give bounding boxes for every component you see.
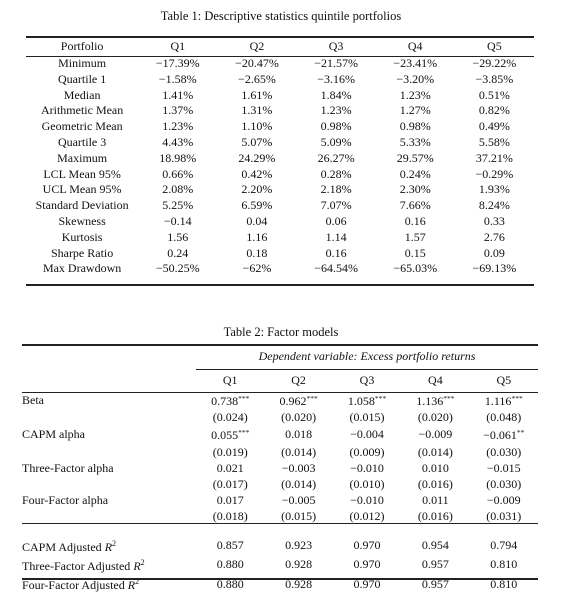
table-cell: 1.84% — [320, 87, 352, 102]
table-row — [26, 56, 534, 72]
standard-error-row — [22, 444, 538, 460]
table-cell: 0.51% — [478, 87, 510, 102]
table-cell: 1.61% — [241, 87, 273, 102]
standard-error-cell: (0.016) — [417, 509, 453, 524]
row-label: Standard Deviation — [35, 198, 129, 213]
r-symbol: R — [133, 558, 141, 573]
row-label: CAPM alpha — [22, 427, 85, 442]
table-cell: 1.31% — [241, 103, 273, 118]
table2-header-row — [22, 369, 538, 391]
table-cell: 5.09% — [320, 134, 352, 149]
adjusted-r2-row — [22, 574, 538, 593]
table-cell: 0.857 — [216, 538, 244, 553]
row-label-empty — [22, 444, 196, 460]
standard-error-cell: (0.014) — [281, 444, 317, 459]
table-cell: −62% — [242, 261, 272, 276]
table-cell: 0.28% — [320, 166, 352, 181]
column-header: Q2 — [291, 373, 306, 387]
column-header: Q4 — [407, 39, 423, 53]
table-row — [26, 103, 534, 119]
column-header: Q2 — [249, 39, 265, 53]
table-cell: 1.27% — [399, 103, 431, 118]
table-cell: −23.41% — [393, 56, 438, 70]
column-header: Portfolio — [60, 39, 104, 53]
r2-label-text: CAPM Adjusted — [22, 539, 102, 554]
standard-error-cell: (0.031) — [486, 509, 522, 524]
standard-error-cell: (0.030) — [486, 477, 522, 492]
table-row — [26, 119, 534, 135]
table-cell: −50.25% — [155, 261, 200, 276]
table-cell: 7.66% — [399, 198, 431, 213]
table-cell: 1.23% — [320, 103, 352, 118]
column-header: Q5 — [496, 373, 512, 387]
coefficient-value: −0.010 — [350, 493, 384, 508]
table-cell: 1.23% — [162, 119, 194, 134]
table-cell: 0.16 — [325, 245, 347, 260]
coefficient-cell — [333, 460, 401, 476]
table-cell: 0.42% — [241, 166, 273, 181]
coefficient-cell — [401, 460, 469, 476]
column-header: Q1 — [222, 373, 238, 387]
row-label: UCL Mean 95% — [42, 182, 122, 197]
coefficient-value: 0.055 — [211, 428, 239, 443]
table-row — [26, 182, 534, 198]
coefficient-cell — [470, 460, 538, 476]
column-header: Q5 — [487, 39, 502, 53]
table-cell: −64.54% — [314, 261, 358, 276]
standard-error-cell: (0.024) — [212, 410, 248, 425]
table-cell: 0.06 — [325, 213, 347, 228]
table-cell: 1.41% — [162, 87, 194, 102]
significance-stars: *** — [238, 428, 250, 438]
row-label: Minimum — [58, 56, 107, 70]
table-cell: 1.56 — [167, 229, 189, 244]
standard-error-cell: (0.048) — [486, 410, 522, 425]
table-cell: 0.954 — [421, 538, 449, 553]
table-cell: 5.07% — [241, 134, 273, 149]
table-cell: 0.98% — [320, 119, 352, 134]
coefficient-cell — [196, 391, 264, 409]
row-label: Quartile 1 — [57, 71, 107, 86]
table1-caption: Table 1: Descriptive statistics quintile portfolios — [160, 9, 402, 23]
table-cell: 0.970 — [353, 576, 381, 591]
significance-stars: *** — [238, 394, 250, 403]
standard-error-row — [22, 409, 538, 425]
row-label: Quartile 3 — [57, 134, 107, 149]
table-cell: 0.24% — [399, 166, 431, 181]
coefficient-cell — [401, 425, 469, 443]
coefficient-value: −0.003 — [281, 460, 316, 475]
row-label: Beta — [22, 393, 44, 407]
r-symbol: R — [104, 539, 113, 554]
table-cell: 8.24% — [478, 198, 510, 213]
coefficient-row — [22, 460, 538, 476]
standard-error-cell: (0.012) — [349, 509, 385, 524]
row-label: Max Drawdown — [42, 261, 122, 276]
row-label: Four-Factor alpha — [22, 493, 109, 508]
row-label: Arithmetic Mean — [40, 103, 124, 118]
standard-error-cell: (0.020) — [417, 410, 453, 425]
coefficient-cell — [470, 391, 538, 409]
squared-superscript: 2 — [112, 538, 117, 548]
table-cell: 37.21% — [475, 150, 513, 165]
table-cell: 18.98% — [159, 150, 197, 165]
standard-error-cell: (0.030) — [486, 444, 522, 459]
table-cell: 24.29% — [238, 150, 276, 165]
coefficient-cell — [196, 460, 264, 476]
coefficient-cell — [333, 425, 401, 443]
table2-caption: Table 2: Factor models — [223, 325, 339, 339]
coefficient-row — [22, 492, 538, 508]
row-label: Three-Factor alpha — [22, 460, 114, 475]
coefficient-value: −0.061 — [483, 428, 517, 443]
standard-error-cell: (0.020) — [281, 410, 317, 425]
table-cell: 0.16 — [404, 213, 426, 228]
standard-error-cell: (0.010) — [349, 477, 385, 492]
dependent-variable-label: Dependent variable: Excess portfolio returns — [258, 349, 476, 363]
table-cell: 0.880 — [216, 557, 244, 572]
table-cell: 2.20% — [241, 182, 273, 197]
table-cell: 0.970 — [353, 538, 381, 553]
table-cell: 2.76 — [483, 229, 505, 244]
table-cell: 7.07% — [320, 198, 352, 213]
coefficient-value: −0.009 — [486, 493, 521, 508]
coefficient-cell — [196, 492, 264, 508]
table-cell: 5.25% — [162, 198, 194, 213]
standard-error-cell: (0.016) — [417, 477, 453, 492]
coefficient-cell — [196, 425, 264, 443]
row-label: Maximum — [57, 150, 108, 165]
table-cell: 1.93% — [478, 182, 510, 197]
coefficient-value: 0.018 — [285, 427, 313, 442]
table-cell: 0.810 — [490, 557, 518, 572]
table-cell: 0.98% — [399, 119, 431, 134]
table-cell: 26.27% — [317, 150, 355, 165]
table-cell: 0.33 — [483, 213, 505, 228]
row-label — [22, 574, 196, 593]
table-cell: 1.10% — [241, 119, 273, 134]
coefficient-value: 0.021 — [216, 460, 244, 475]
coefficient-value: 0.011 — [422, 493, 449, 508]
coefficient-value: −0.004 — [350, 427, 384, 442]
standard-error-cell: (0.018) — [212, 509, 248, 524]
table-cell: 0.923 — [285, 538, 313, 553]
table-cell: 0.15 — [404, 245, 426, 260]
table-cell: 29.57% — [396, 150, 434, 165]
coefficient-value: −0.010 — [350, 460, 384, 475]
coefficient-value: 1.058 — [347, 394, 375, 408]
coefficient-value: −0.009 — [418, 427, 453, 442]
standard-error-cell: (0.015) — [349, 410, 385, 425]
standard-error-cell: (0.019) — [212, 444, 248, 459]
table-cell: −20.47% — [235, 56, 279, 70]
coefficient-cell — [401, 391, 469, 409]
table-row — [26, 230, 534, 246]
coefficient-row — [22, 425, 538, 443]
coefficient-row — [22, 391, 538, 409]
column-header — [22, 369, 196, 391]
coefficient-value: 0.010 — [421, 460, 449, 475]
standard-error-cell: (0.017) — [212, 477, 248, 492]
table-cell: 0.24 — [167, 245, 189, 260]
table-cell: −0.14 — [163, 213, 192, 228]
table-cell: 0.957 — [421, 576, 449, 591]
standard-error-row — [22, 476, 538, 492]
row-label-empty — [22, 508, 196, 524]
table-cell: 5.33% — [399, 134, 431, 149]
table-cell: 0.810 — [490, 576, 518, 591]
table-cell: −3.20% — [396, 71, 435, 86]
row-label: Geometric Mean — [41, 119, 123, 134]
table-row — [26, 135, 534, 151]
table1-bottom-rule — [26, 284, 534, 286]
column-header: Q4 — [428, 373, 443, 387]
table-row — [26, 151, 534, 167]
row-label-empty — [22, 476, 196, 492]
table-row — [26, 167, 534, 183]
coefficient-cell — [264, 492, 332, 508]
table-cell: 0.957 — [421, 557, 449, 572]
column-header: Q1 — [170, 39, 186, 53]
standard-error-cell: (0.015) — [281, 509, 317, 524]
table-cell: 1.57 — [404, 229, 426, 244]
table-cell: 2.30% — [399, 182, 431, 197]
table-cell: −2.65% — [238, 71, 276, 86]
coefficient-cell — [470, 492, 538, 508]
r2-label-text: Three-Factor Adjusted — [22, 558, 131, 573]
table-cell: −29.22% — [472, 56, 517, 70]
table-cell: −0.29% — [475, 166, 514, 181]
coefficient-value: 0.017 — [216, 493, 244, 508]
table-cell: −1.58% — [158, 71, 197, 86]
coefficient-value: 0.738 — [211, 394, 239, 408]
table-cell: 5.58% — [478, 134, 510, 149]
coefficient-cell — [333, 391, 401, 409]
coefficient-value: −0.015 — [486, 460, 521, 475]
table-cell: 0.18 — [246, 245, 268, 260]
row-label: Skewness — [58, 213, 106, 228]
table-cell: 0.66% — [162, 166, 194, 181]
table-cell: 6.59% — [241, 198, 273, 213]
table-cell: −69.13% — [472, 261, 517, 276]
table-cell: 0.49% — [478, 119, 510, 134]
significance-stars: ** — [516, 428, 525, 438]
column-header: Q3 — [328, 39, 344, 53]
significance-stars: *** — [511, 394, 523, 403]
table-cell: −65.03% — [393, 261, 438, 276]
coefficient-value: −0.005 — [281, 493, 316, 508]
table-cell: 1.14 — [325, 229, 347, 244]
table-row — [26, 72, 534, 88]
coefficient-cell — [470, 425, 538, 443]
table-row — [26, 261, 534, 277]
table-cell: 1.37% — [162, 103, 194, 118]
table-cell: −3.85% — [475, 71, 514, 86]
coefficient-cell — [264, 425, 332, 443]
r2-label-text: Four-Factor Adjusted — [22, 578, 125, 593]
row-label — [22, 536, 196, 555]
table-cell: 2.18% — [320, 182, 352, 197]
spacer-row — [22, 525, 538, 536]
table2-top-rule — [22, 344, 538, 346]
coefficient-cell — [401, 492, 469, 508]
coefficient-cell — [264, 391, 332, 409]
table-cell: 2.08% — [162, 182, 194, 197]
table-row — [26, 214, 534, 230]
table-cell: 0.04 — [246, 213, 268, 228]
table1-header-row — [26, 37, 534, 56]
significance-stars: *** — [306, 394, 318, 403]
table2-factor-models — [22, 369, 538, 593]
row-label-empty — [22, 409, 196, 425]
table-cell: 0.928 — [285, 557, 313, 572]
row-label — [22, 555, 196, 574]
table-cell: 0.880 — [216, 576, 244, 591]
table-cell: 0.794 — [490, 538, 518, 553]
table-cell: 0.970 — [353, 557, 381, 572]
coefficient-cell — [264, 460, 332, 476]
r-symbol: R — [127, 578, 136, 593]
table-cell: −21.57% — [314, 56, 358, 70]
squared-superscript: 2 — [135, 577, 140, 587]
table-cell: 0.09 — [483, 245, 505, 260]
coefficient-value: 0.962 — [279, 394, 307, 408]
coefficient-value: 1.136 — [416, 394, 444, 408]
significance-stars: *** — [374, 394, 387, 403]
table-cell: 1.16 — [246, 229, 268, 244]
adjusted-r2-row — [22, 536, 538, 555]
table1-descriptive-statistics — [26, 37, 534, 277]
table-cell: −17.39% — [155, 56, 200, 70]
standard-error-cell: (0.014) — [281, 477, 317, 492]
adjusted-r2-row — [22, 555, 538, 574]
table-row — [26, 198, 534, 214]
coefficient-cell — [333, 492, 401, 508]
spacer-cell — [22, 525, 538, 536]
table-cell: 4.43% — [162, 134, 194, 149]
row-label: Sharpe Ratio — [50, 245, 114, 260]
table-cell: −3.16% — [317, 71, 355, 86]
column-header: Q3 — [359, 373, 375, 387]
standard-error-row — [22, 508, 538, 524]
table-row — [26, 246, 534, 262]
table-row — [26, 88, 534, 104]
coefficient-value: 1.116 — [484, 394, 512, 408]
significance-stars: *** — [443, 394, 455, 403]
squared-superscript: 2 — [140, 557, 145, 567]
row-label: Median — [63, 87, 101, 102]
row-label: Kurtosis — [61, 229, 103, 244]
row-label: LCL Mean 95% — [43, 166, 121, 181]
standard-error-cell: (0.014) — [417, 444, 453, 459]
table-cell: 1.23% — [399, 87, 431, 102]
standard-error-cell: (0.009) — [349, 444, 385, 459]
table-cell: 0.928 — [285, 576, 313, 591]
table-cell: 0.82% — [478, 103, 510, 118]
